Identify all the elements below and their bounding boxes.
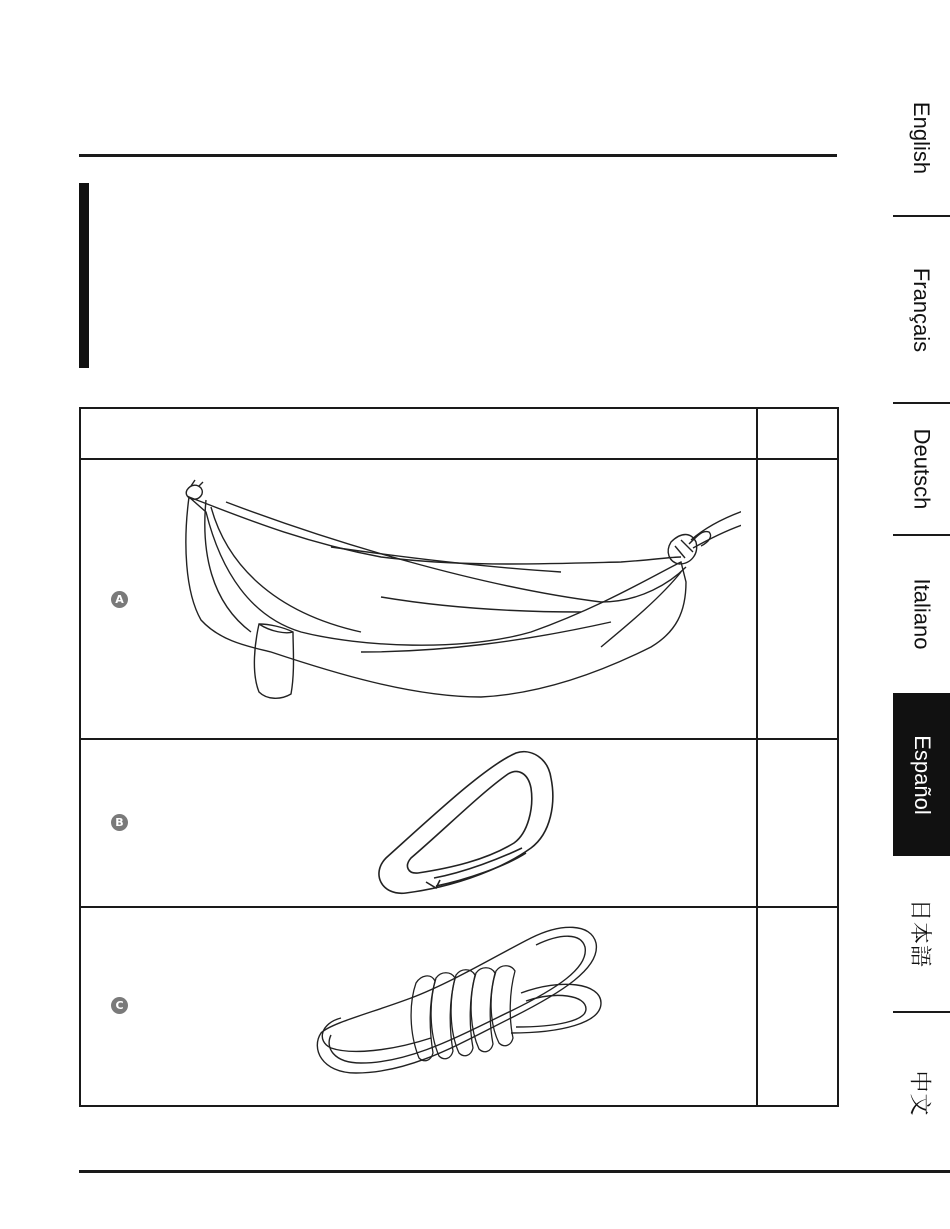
table-header-row <box>81 409 837 460</box>
tab-francais[interactable] <box>893 217 950 402</box>
tab-deutsch[interactable] <box>893 404 950 534</box>
tab-label: English <box>909 101 935 174</box>
tab-label: Español <box>909 734 935 815</box>
tab-label: Italiano <box>909 578 935 650</box>
tab-espanol[interactable] <box>893 693 950 856</box>
table-row <box>81 460 837 740</box>
hammock-illustration <box>181 472 741 707</box>
table-row <box>81 740 837 908</box>
parts-table <box>79 407 839 1107</box>
tab-japanese[interactable] <box>893 856 950 1011</box>
tab-label: Deutsch <box>909 428 935 510</box>
top-rule <box>79 154 837 157</box>
rope-illustration <box>311 923 611 1088</box>
column-divider <box>756 409 758 1105</box>
tab-chinese[interactable] <box>893 1013 950 1173</box>
carabiner-illustration <box>366 748 566 898</box>
tab-italiano[interactable] <box>893 536 950 692</box>
part-badge-c: C <box>111 997 128 1014</box>
tab-label: 中文 <box>906 1069 932 1117</box>
part-badge-a: A <box>111 591 128 608</box>
part-badge-b: B <box>111 814 128 831</box>
tab-label: Français <box>909 267 935 352</box>
tab-label: 日本語 <box>907 898 933 969</box>
bottom-rule <box>79 1170 950 1173</box>
tab-english[interactable] <box>893 60 950 215</box>
table-row <box>81 908 837 1107</box>
language-tabs <box>893 60 950 1160</box>
section-title-bar <box>79 183 89 368</box>
